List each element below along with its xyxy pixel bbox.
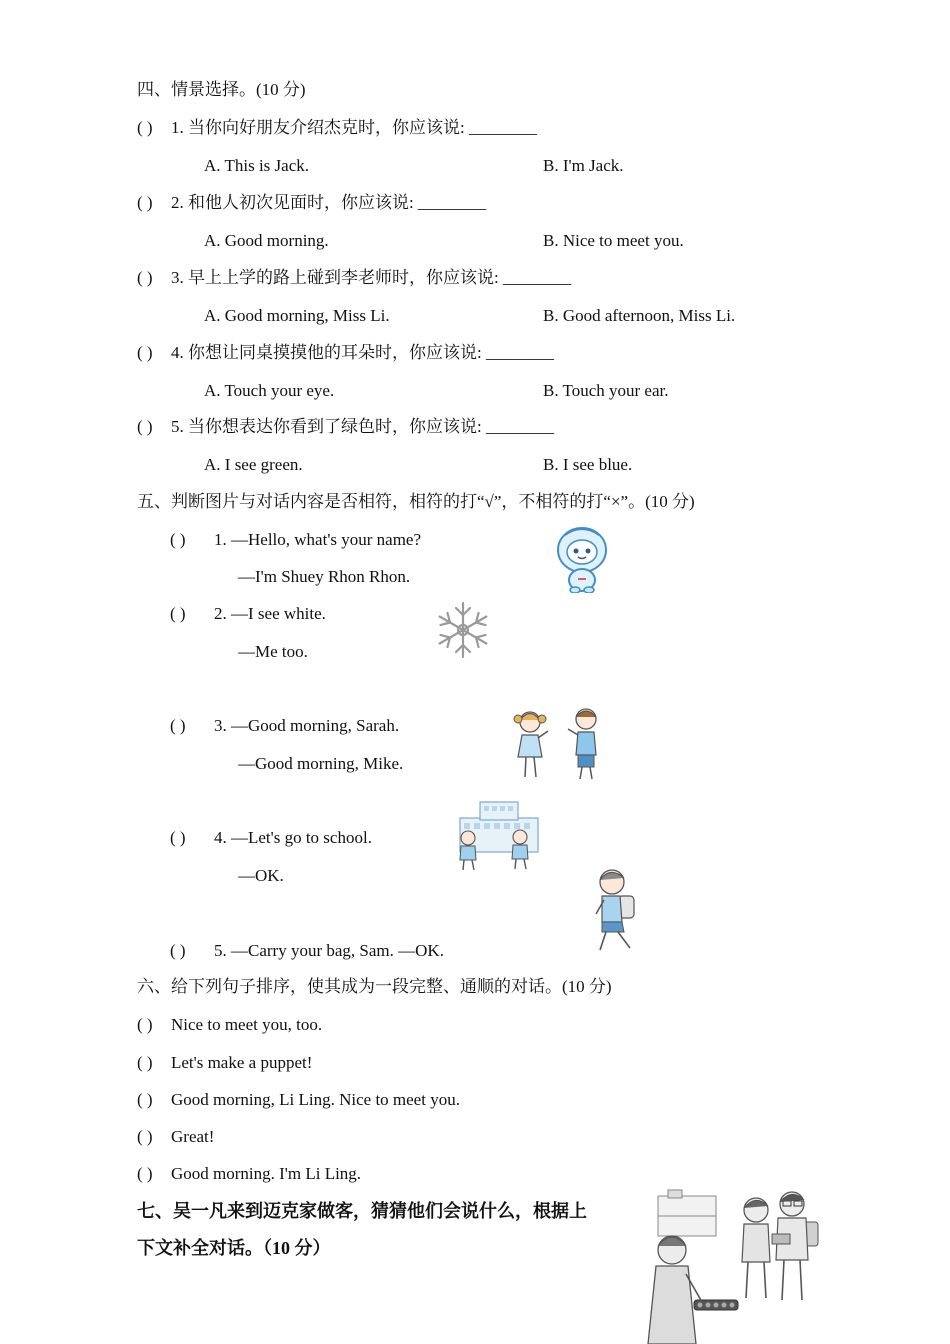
dialogue-line: 5. —Carry your bag, Sam. —OK. [214, 941, 444, 960]
dialogue-line: —Good morning, Mike. [238, 754, 404, 773]
section-7-heading-line1: 七、吴一凡来到迈克家做客，猜猜他们会说什么，根据上 [137, 1201, 587, 1221]
answer-blank[interactable]: ( ) [137, 1090, 153, 1109]
answer-blank[interactable]: ( ) [137, 1127, 153, 1146]
section-6-heading: 六、给下列句子排序，使其成为一段完整、通顺的对话。(10 分) [137, 977, 612, 996]
question-text: 2. 和他人初次见面时，你应该说: ________ [171, 193, 486, 212]
option-a: A. I see green. [204, 455, 303, 474]
sentence: Nice to meet you, too. [171, 1015, 323, 1034]
boy-with-bag-illustration [590, 866, 646, 956]
dialogue-line: 4. —Let's go to school. [214, 828, 372, 847]
visit-illustration [638, 1188, 828, 1344]
answer-blank[interactable]: ( ) [137, 417, 153, 436]
answer-blank[interactable]: ( ) [170, 828, 186, 847]
mascot-illustration [553, 525, 611, 593]
section-5-heading: 五、判断图片与对话内容是否相符，相符的打“√”，不相符的打“×”。(10 分) [137, 492, 695, 511]
option-b: B. I'm Jack. [543, 156, 624, 175]
dialogue-line: 1. —Hello, what's your name? [214, 530, 422, 549]
dialogue-line: —Me too. [238, 642, 308, 661]
question-text: 5. 当你想表达你看到了绿色时，你应该说: ________ [171, 417, 554, 436]
question-text: 1. 当你向好朋友介绍杰克时，你应该说: ________ [171, 118, 537, 137]
girl-and-boy-illustration [508, 705, 606, 783]
section-7-heading-line2: 下文补全对话。（10 分） [137, 1238, 331, 1258]
dialogue-line: —OK. [238, 866, 284, 885]
option-a: A. This is Jack. [204, 156, 309, 175]
option-b: B. Nice to meet you. [543, 231, 684, 250]
dialogue-line: 2. —I see white. [214, 604, 326, 623]
sentence: Good morning, Li Ling. Nice to meet you. [171, 1090, 460, 1109]
answer-blank[interactable]: ( ) [137, 193, 153, 212]
answer-blank[interactable]: ( ) [137, 268, 153, 287]
school-illustration [452, 800, 542, 872]
answer-blank[interactable]: ( ) [170, 716, 186, 735]
sentence: Let's make a puppet! [171, 1053, 313, 1072]
sentence: Good morning. I'm Li Ling. [171, 1164, 362, 1183]
option-a: A. Touch your eye. [204, 381, 335, 400]
answer-blank[interactable]: ( ) [170, 941, 186, 960]
question-text: 3. 早上上学的路上碰到李老师时，你应该说: ________ [171, 268, 571, 287]
dialogue-line: —I'm Shuey Rhon Rhon. [238, 567, 411, 586]
answer-blank[interactable]: ( ) [137, 118, 153, 137]
answer-blank[interactable]: ( ) [170, 604, 186, 623]
answer-blank[interactable]: ( ) [137, 1053, 153, 1072]
option-a: A. Good morning. [204, 231, 329, 250]
option-b: B. Touch your ear. [543, 381, 669, 400]
option-b: B. Good afternoon, Miss Li. [543, 306, 736, 325]
option-a: A. Good morning, Miss Li. [204, 306, 390, 325]
section-4-heading: 四、情景选择。(10 分) [137, 80, 306, 99]
snowflake-illustration [435, 599, 491, 661]
option-b: B. I see blue. [543, 455, 633, 474]
dialogue-line: 3. —Good morning, Sarah. [214, 716, 400, 735]
question-text: 4. 你想让同桌摸摸他的耳朵时，你应该说: ________ [171, 343, 554, 362]
answer-blank[interactable]: ( ) [137, 1164, 153, 1183]
answer-blank[interactable]: ( ) [170, 530, 186, 549]
sentence: Great! [171, 1127, 215, 1146]
answer-blank[interactable]: ( ) [137, 1015, 153, 1034]
answer-blank[interactable]: ( ) [137, 343, 153, 362]
